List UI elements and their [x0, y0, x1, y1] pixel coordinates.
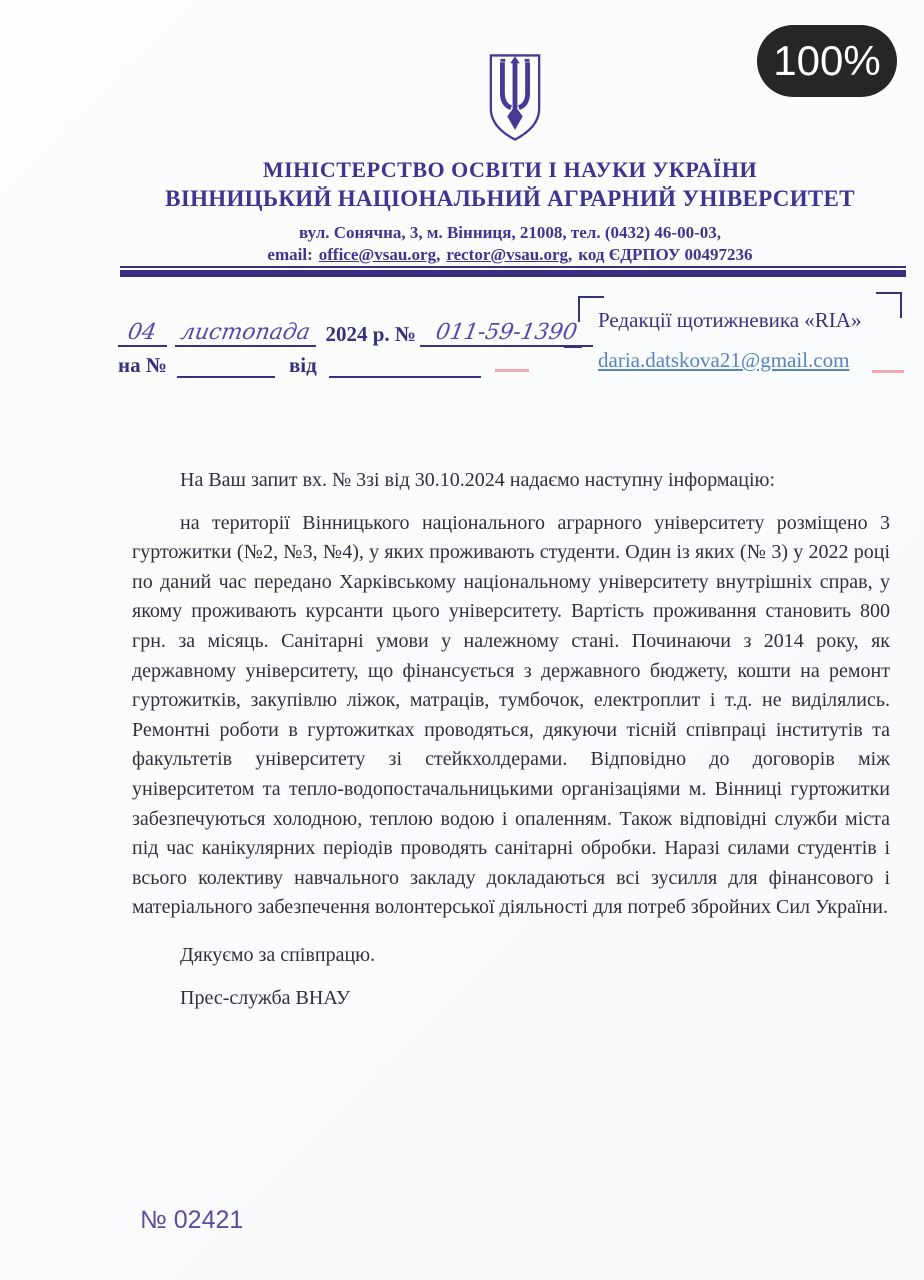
scan-mark-pink [872, 370, 904, 373]
date-number-row [118, 320, 593, 347]
letterhead-divider [120, 266, 906, 277]
year-number-label: 2024 р. № [325, 322, 417, 346]
letter-body [132, 466, 890, 1026]
email-label: email: [267, 245, 313, 264]
reference-block [118, 320, 593, 378]
recipient-email-text: daria.datskova21@gmail.com [598, 348, 850, 372]
recipient-name: Редакції щотижневика «RIA» [598, 308, 862, 332]
recipient-block [578, 296, 902, 382]
scan-mark-pink [495, 369, 529, 372]
body-paragraph-intro: На Ваш запит вх. № 3зі від 30.10.2024 надаємо наступну інформацію: [180, 469, 776, 491]
ministry-name: МІНІСТЕРСТВО ОСВІТИ І НАУКИ УКРАЇНИ [262, 157, 758, 182]
rector-email-text: rector@vsau.org, [446, 245, 573, 264]
corner-mark-left [564, 346, 582, 348]
closing-line: Дякуємо за співпрацю. [180, 943, 376, 966]
signature-line: Прес-служба ВНАУ [180, 986, 351, 1009]
reply-no-label: на № [118, 353, 167, 377]
university-address: вул. Сонячна, 3, м. Вінниця, 21008, тел. (0432) 46-00-03, [299, 223, 721, 242]
body-paragraph-main: на території Вінницького національного аграрного університету розміщено 3 гуртожитки (№2, №3, №4), у яких проживають студенти. Один із яких (№ 3) у 2022 році по даний час передано Харківському національному університету внутрішніх справ, у якому проживають курсанти цього університету. Вартість проживання становить 800 грн. за місяць. Санітарні умови у належному стані. Починаючи з 2014 року, як державному університету, що фінансується з державного бюджету, кошти на ремонт гуртожитків, закупівлю ліжок, матраців, тумбочок, електроплит і т.д. не виділялись. Ремонтні роботи в гуртожитках проводяться, дякуючи тісній співпраці інститутів та факультетів університету зі стейкхолдерами. Відповідно до договорів між університетом та тепло-водопостачальницькими організаціями м. Вінниці гуртожитки забезпечуються холодною, теплою водою і опаленням. Також відповідні служби міста під час канікулярних періодів проводять санітарні обробки. Наразі силами студентів і всього колективу навчального закладу докладаються всі зусилля для фінансового і матеріального забезпечення волонтерської діяльності для потреб збройних Сил України. [132, 511, 890, 919]
zoom-level-badge[interactable]: 100% [757, 25, 897, 97]
university-name: ВІННИЦЬКИЙ НАЦІОНАЛЬНИЙ АГРАРНИЙ УНІВЕРСИТЕТ [165, 186, 855, 211]
reply-reference-row [118, 353, 593, 378]
blank-underline [177, 358, 275, 378]
university-contacts [100, 244, 920, 266]
reply-from-label: від [288, 353, 317, 377]
blank-underline [329, 358, 481, 378]
handwritten-day: 04 [126, 320, 159, 345]
edrpou-code: код ЄДРПОУ 00497236 [578, 245, 753, 264]
document-registration-number: № 02421 [140, 1206, 244, 1234]
office-email-text: office@vsau.org, [318, 245, 441, 264]
corner-bracket-top-right [876, 292, 902, 318]
handwritten-doc-number: 011-59-1390 [433, 320, 580, 345]
letterhead [100, 156, 920, 266]
handwritten-month: листопада [178, 320, 312, 345]
ukraine-tryzub-emblem-icon [486, 52, 544, 144]
